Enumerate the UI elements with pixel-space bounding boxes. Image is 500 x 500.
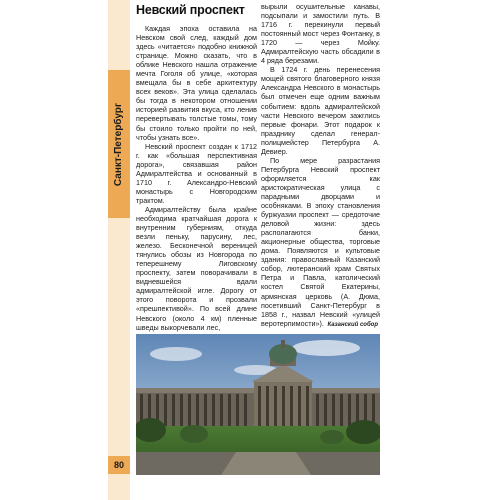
photo-caption: Казанский собор [327, 322, 378, 328]
section-tab-label: Санкт-Петербург [113, 102, 125, 186]
section-tab [108, 70, 130, 218]
left-column [136, 24, 257, 332]
paragraph: Адмиралтейству была крайне необходима кратчайшая дорога к внутренним губерниям, откуда везли пеньку, парусину, лес, железо. Бесконечной вереницей тянулись обозы из Новгорода по теперешнему Лиговскому проспекту, затем поворачивали в видневшейся вдали адмиралтейской игле. Дорогу от этого поворота и прозвали «прешпективой». По всей длине Невского (около 4 км) пленные шведы выкорчевали лес, [136, 204, 257, 332]
page-number: 80 [108, 456, 130, 474]
right-column [261, 2, 380, 328]
paragraph: В 1724 г. день перенесения мощей святого благоверного князя Александра Невского в монастырь был отмечен еще одним важным событием: вдоль адмиралтейской части Невского вечером зажглись первые фонари. Этот подарок к празднику сделал генерал-полицмейстер Петербурга А. Девиер. [261, 65, 380, 156]
paragraph: Каждая эпоха оставила на Невском свой след, каждый дом здесь «читается» подобно книжной странице. Можно сказать, что в облике Невского нашла отражение мечта Гоголя об улице, «которая вмещала бы в себе архитектуру всех веков». Эта улица сделалась бы тогда в некотором отношении историей развития вкуса, кто ленив перевертывать толстые томы, тому бы стоило только пройти по ней, чтобы узнать все». [136, 24, 257, 142]
cathedral-photo [136, 334, 380, 475]
paragraph: вырыли осушительные канавы, подсыпали и замостили путь. В 1716 г. перекинули первый постоянный мост через Фонтанку, в 1720 — через Мойку. Адмиралтейскую часть обсадили в 4 ряда березами. [261, 2, 380, 66]
article-title: Невский проспект [136, 3, 245, 17]
paragraph: Невский проспект создан к 1712 г. как «большая перспективная дорога», связавшая район Адмиралтейства и основанный в 1710 г. Александро-Невский монастырь с Новгородским трактом. [136, 141, 257, 205]
paragraph: По мере разрастания Петербурга Невский проспект оформляется как аристократическая улица с парадными дворцами и особняками. В эпоху становления буржуазии проспект — средоточие деловой жизни: здесь располагаются банки, акционерные общества, торговые дома. Появляются и культовые здания: православный Казанский собор, лютеранский храм Святых Петра и Павла, католический костел Святой Екатерины, армянская церковь (А. Дюма, посетивший Санкт-Петербург в 1858 г., назвал Невский «улицей веротерпимости»). [261, 155, 380, 328]
